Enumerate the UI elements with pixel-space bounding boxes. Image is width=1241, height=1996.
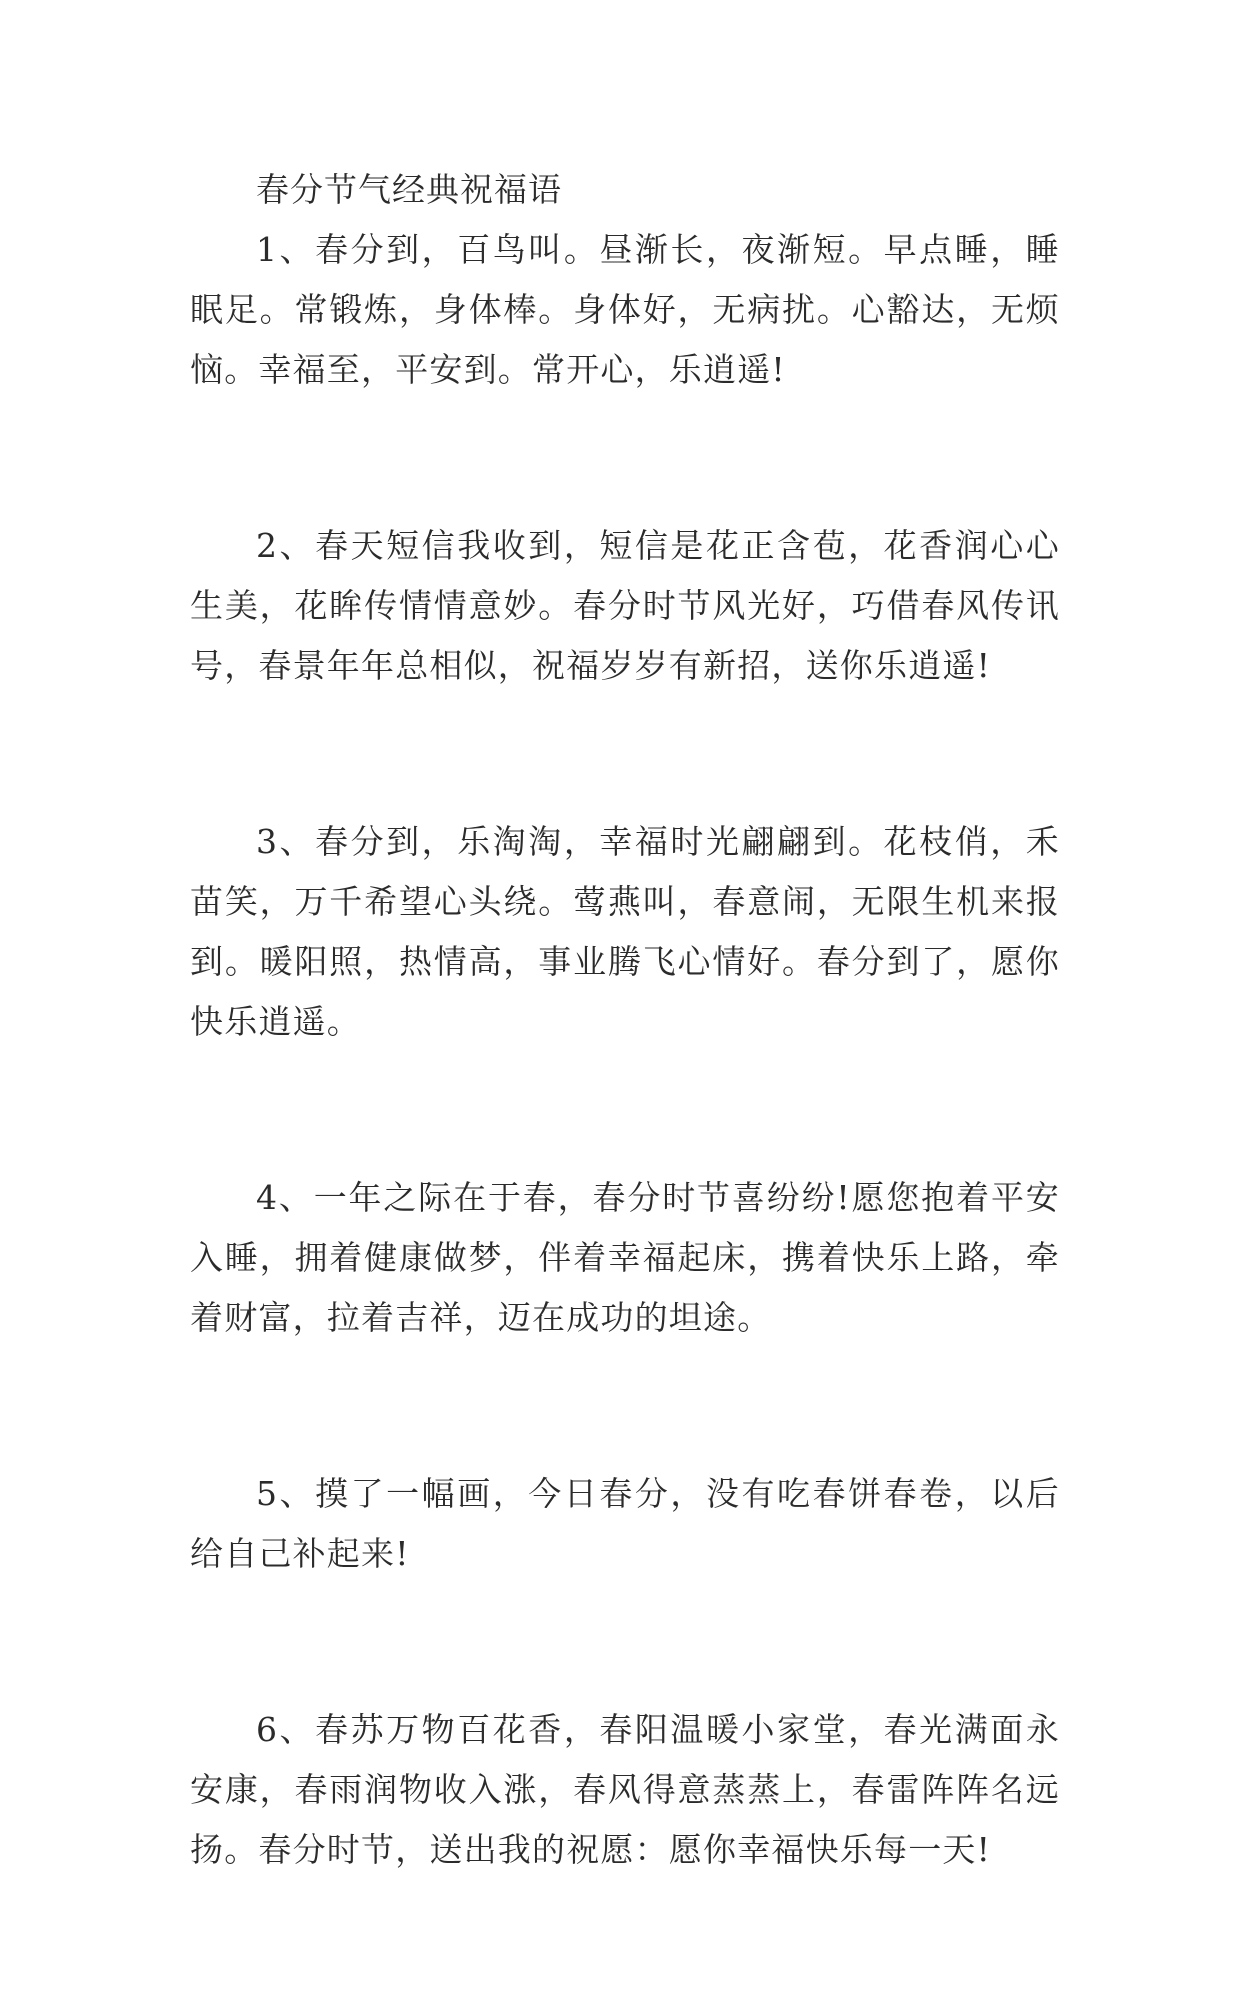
paragraph-5: 5、摸了一幅画，今日春分，没有吃春饼春卷，以后给自己补起来! — [190, 1474, 1060, 1573]
document-title: 春分节气经典祝福语 — [256, 170, 562, 209]
paragraph-2: 2、春天短信我收到，短信是花正含苞，花香润心心生美，花眸传情情意妙。春分时节风光好，巧借春风传讯号，春景年年总相似，祝福岁岁有新招，送你乐逍遥! — [190, 526, 1060, 685]
paragraph-4: 4、一年之际在于春，春分时节喜纷纷!愿您抱着平安入睡，拥着健康做梦，伴着幸福起床，携着快乐上路，牵着财富，拉着吉祥，迈在成功的坦途。 — [190, 1178, 1060, 1337]
document-body — [190, 160, 1060, 1996]
paragraph-6: 6、春苏万物百花香，春阳温暖小家堂，春光满面永安康，春雨润物收入涨，春风得意蒸蒸上，春雷阵阵名远扬。春分时节，送出我的祝愿：愿你幸福快乐每一天! — [190, 1710, 1060, 1869]
paragraph-3: 3、春分到，乐淘淘，幸福时光翩翩到。花枝俏，禾苗笑，万千希望心头绕。莺燕叫，春意闹，无限生机来报到。暖阳照，热情高，事业腾飞心情好。春分到了，愿你快乐逍遥。 — [190, 822, 1060, 1041]
paragraph-1: 1、春分到，百鸟叫。昼渐长，夜渐短。早点睡，睡眠足。常锻炼，身体棒。身体好，无病扰。心豁达，无烦恼。幸福至，平安到。常开心，乐逍遥! — [190, 230, 1060, 389]
